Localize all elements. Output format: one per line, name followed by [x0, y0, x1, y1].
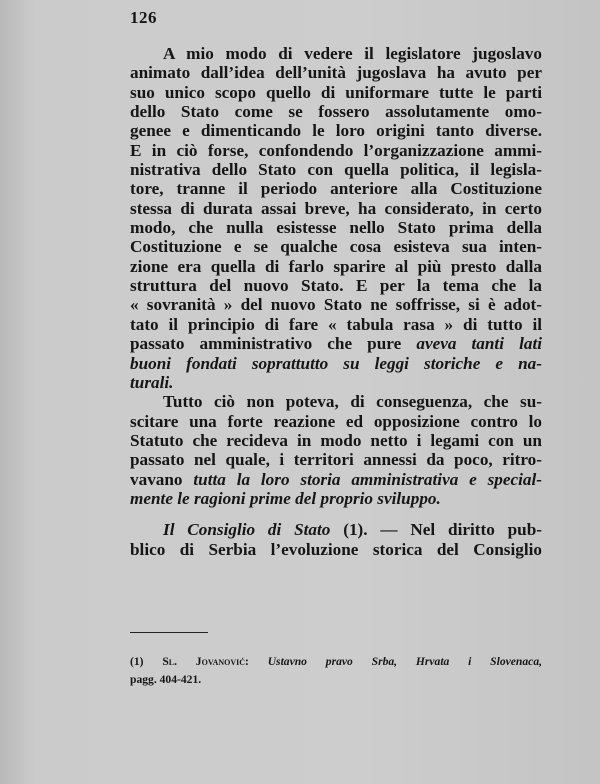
text-italic: mente le ragioni prime del proprio sviluppo. [130, 488, 441, 508]
text-line: zione era quella di farlo sparire al più presto dalla [130, 256, 542, 276]
text-line: Statuto che recideva in modo netto i legami con un [130, 430, 542, 450]
text-italic: buoni fondati soprattutto su leggi storiche e na- [130, 353, 542, 373]
text-line: A mio modo di vedere il legislatore jugoslavo [163, 44, 542, 63]
text-line: stessa di durata assai breve, ha considerato, in certo [130, 198, 542, 218]
paragraph-1 [130, 44, 542, 392]
text-line: struttura del nuovo Stato. E per la tema che la [130, 276, 542, 296]
text-line: animato dall’idea dell’unità jugoslava ha avuto per [130, 63, 542, 83]
footnote-author: Sl. Jovanović [162, 655, 246, 668]
text-plain: passato amministrativo che pure [130, 334, 417, 354]
body-text [130, 44, 542, 559]
text-line: tato il principio di fare « tabula rasa » di tutto il [130, 314, 542, 334]
text-line: passato nel quale, i territori annessi da poco, ritro- [130, 450, 542, 470]
text-line: « sovranità » del nuovo Stato ne soffrisse, si è adot- [130, 295, 542, 315]
footnote-ref: (1) [130, 655, 163, 668]
text-plain: vavano [130, 469, 194, 489]
section-paragraph [130, 520, 542, 559]
text-line: tore, tranne il periodo anteriore alla Costituzione [130, 179, 542, 199]
section-heading: Il Consiglio di Stato [163, 520, 331, 540]
text-line: Costituzione e se qualche cosa esisteva sua inten- [130, 237, 542, 257]
footnote-title: Ustavno pravo Srba, Hrvata i Slovenaca, [267, 655, 543, 668]
text-line [130, 354, 542, 373]
text-line [130, 489, 542, 508]
text-line [130, 373, 542, 392]
text-italic: tutta la loro storia amministrativa e special- [193, 469, 542, 489]
text-italic: aveva tanti lati [416, 334, 542, 354]
text-line: nistrativa dello Stato con quella politica, il legisla- [130, 160, 542, 180]
footnote-line: pagg. 404-421. [130, 673, 202, 686]
text-line: Tutto ciò non poteva, di conseguenza, che su- [163, 392, 542, 412]
text-line: genee e dimenticando le loro origini tanto diverse. [130, 121, 542, 141]
footnote-line [130, 653, 542, 671]
footnote [130, 653, 542, 689]
text-line: E in ciò forse, confondendo l’organizzazione ammi- [130, 140, 542, 160]
text-line: suo unico scopo quello di uniformare tutte le parti [130, 82, 542, 102]
text-line [130, 334, 542, 353]
text-plain: (1). — Nel diritto pub- [330, 520, 542, 540]
footnote-colon: : [245, 655, 268, 668]
text-line: dello Stato come se fossero assolutamente omo- [130, 102, 542, 122]
text-line [130, 470, 542, 489]
page-number: 126 [130, 8, 157, 27]
paragraph-gap [130, 508, 542, 520]
text-italic: turali. [130, 372, 174, 392]
text-line: modo, che nulla esistesse nello Stato prima della [130, 218, 542, 238]
section-heading-line [130, 520, 542, 539]
text-line: scitare una forte reazione ed opposizione contro lo [130, 411, 542, 431]
footnote-divider [130, 632, 208, 633]
text-line: blico di Serbia l’evoluzione storica del Consiglio [130, 539, 542, 559]
paragraph-2 [130, 392, 542, 508]
